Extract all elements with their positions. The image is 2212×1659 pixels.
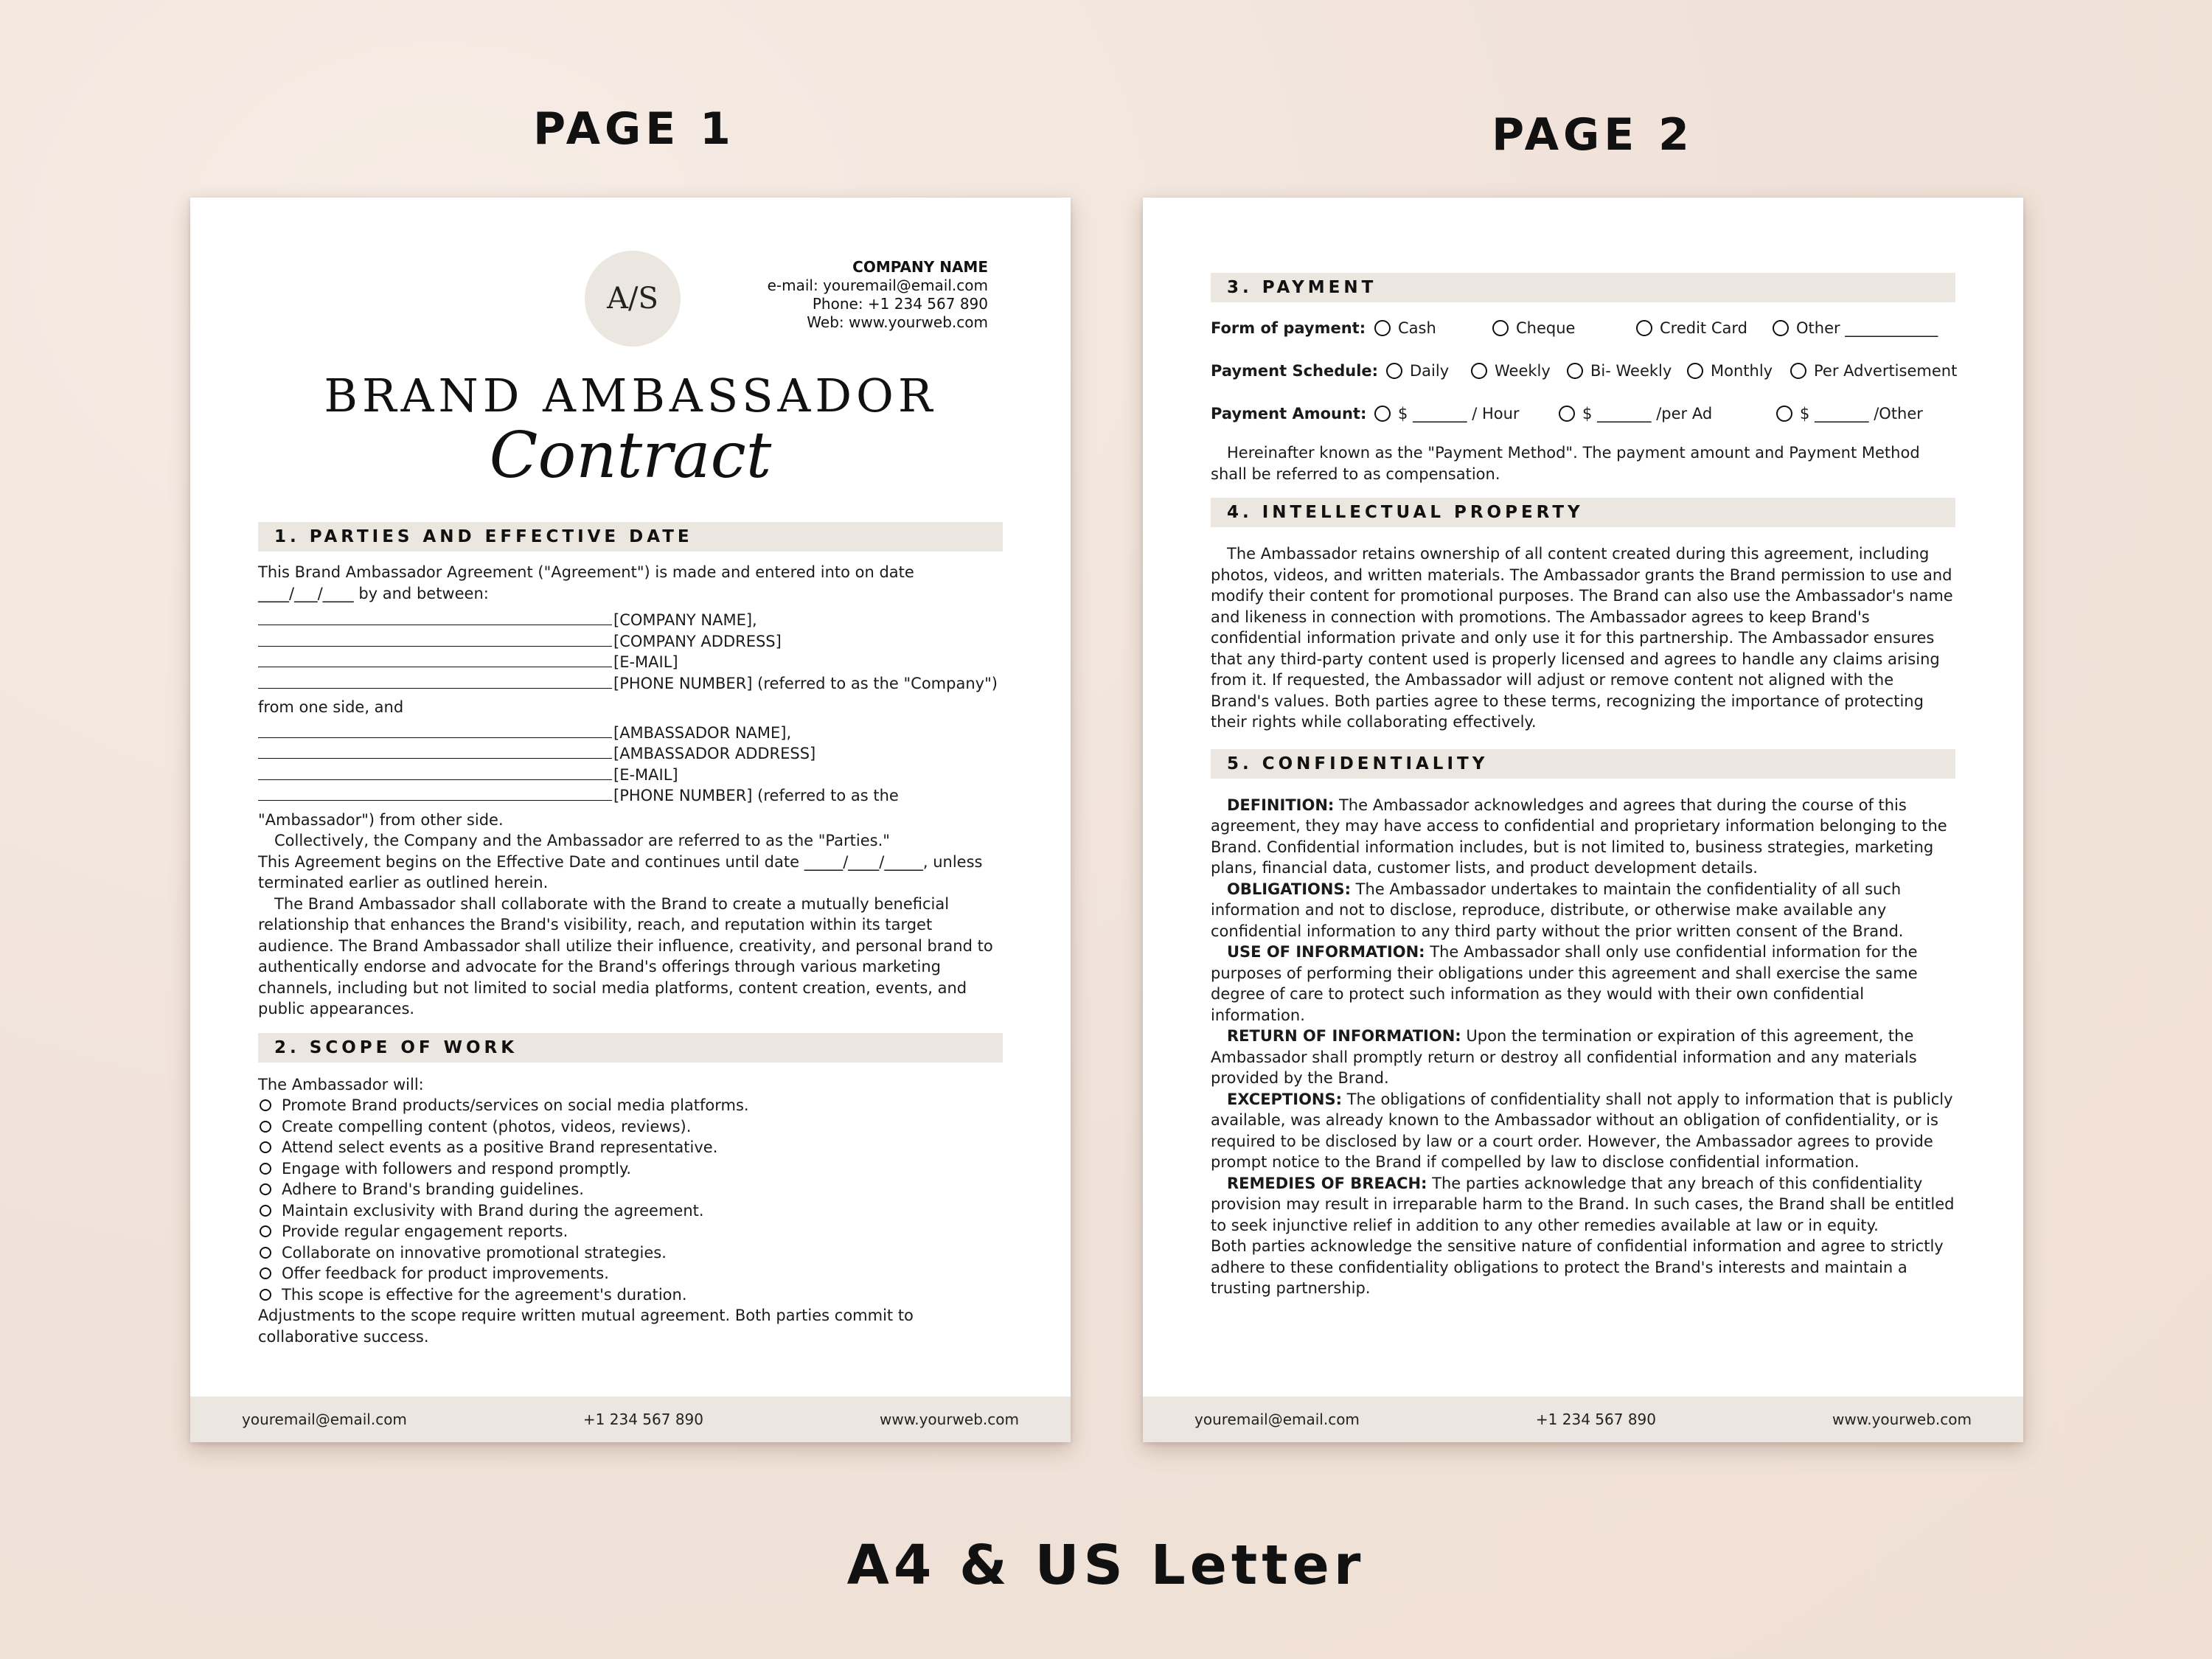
payment-option[interactable] — [1776, 403, 1923, 425]
collaborate-text: The Brand Ambassador shall collaborate with the Brand to create a mutually beneficial relationship that enhances the Brand's visibility, reach, and reputation within its target audience. The Brand Ambassador shall utilize their influence, creativity, and personal brand to authentically endorse and advocate for the Brand's offerings through various marketing channels, including but not limited to social media platforms, content creation, events, and public appearances. — [258, 894, 993, 1018]
bullet-circle-icon — [260, 1267, 271, 1279]
company-web: Web: www.yourweb.com — [807, 313, 988, 331]
page-2-body — [1211, 273, 1958, 1299]
company-fields — [258, 610, 1003, 694]
section-5-closing: Both parties acknowledge the sensitive nature of confidential information and agree to strictly adhere to these confidentiality obligations to protect the Brand's interests and maintain a trusting partnership. — [1211, 1237, 1944, 1297]
radio-circle-icon[interactable] — [1773, 320, 1789, 336]
page-1-body — [258, 522, 1003, 1347]
list-item-text: This scope is effective for the agreement's duration. — [282, 1285, 687, 1304]
clause-label: REMEDIES OF BREACH: — [1227, 1174, 1427, 1192]
list-item — [258, 1221, 1003, 1242]
bullet-circle-icon — [260, 1099, 271, 1111]
clause-label: EXCEPTIONS: — [1227, 1090, 1343, 1108]
list-item-text: Promote Brand products/services on social media platforms. — [282, 1096, 749, 1114]
list-item — [258, 1116, 1003, 1138]
section-2-heading: 2. SCOPE OF WORK — [258, 1033, 1003, 1062]
section-1-intro: This Brand Ambassador Agreement ("Agreement") is made and entered into on date ____/___/____ by and between: — [258, 563, 914, 602]
confidentiality-clause — [1211, 942, 1955, 1026]
fill-in-line — [258, 765, 1003, 786]
fill-in-line — [258, 743, 1003, 765]
section-2-intro: The Ambassador will: — [258, 1075, 424, 1093]
payment-option[interactable] — [1471, 361, 1567, 382]
list-item — [258, 1137, 1003, 1158]
section-4-heading: 4. INTELLECTUAL PROPERTY — [1211, 498, 1955, 527]
payment-option[interactable] — [1374, 318, 1492, 339]
clause-label: USE OF INFORMATION: — [1227, 943, 1425, 961]
company-phone: Phone: +1 234 567 890 — [812, 295, 988, 313]
option-label: $ _______ / Hour — [1398, 404, 1520, 422]
option-label: Per Advertisement — [1814, 361, 1958, 380]
company-email: e-mail: youremail@email.com — [767, 276, 988, 294]
payment-option[interactable] — [1492, 318, 1636, 339]
section-2-closing: Adjustments to the scope require written mutual agreement. Both parties commit to collaborative success. — [258, 1307, 914, 1346]
payment-option[interactable] — [1567, 361, 1687, 382]
list-item-text: Attend select events as a positive Brand representative. — [282, 1138, 718, 1156]
page-2-sheet — [1143, 198, 2023, 1442]
confidentiality-clause — [1211, 879, 1955, 942]
bullet-circle-icon — [260, 1205, 271, 1217]
confidentiality-clause — [1211, 795, 1955, 879]
blank-line[interactable] — [258, 723, 612, 738]
clause-text: The parties acknowledge that any breach of this confidentiality provision may result in irreparable harm to the Brand. In such cases, the Brand shall be entitled to seek injunctive relief in addition to any other remedies available at law or in equity. — [1211, 1174, 1955, 1234]
option-label: $ _______ /per Ad — [1582, 404, 1713, 422]
document-script-title: Contract — [489, 419, 772, 493]
payment-amount-row — [1211, 392, 1955, 435]
fill-in-line — [258, 631, 1003, 653]
radio-circle-icon[interactable] — [1559, 406, 1575, 422]
list-item — [258, 1242, 1003, 1264]
footer-email: youremail@email.com — [1194, 1411, 1360, 1428]
fill-in-line — [258, 785, 1003, 807]
page-2-footer — [1143, 1397, 2023, 1442]
footer-web: www.yourweb.com — [1832, 1411, 1972, 1428]
option-label: $ _______ /Other — [1800, 404, 1923, 422]
bullet-circle-icon — [260, 1247, 271, 1259]
field-label: [PHONE NUMBER] (referred to as the "Company") — [613, 674, 998, 692]
section-4-text: The Ambassador retains ownership of all content created during this agreement, including photos, videos, and written materials. The Ambassador grants the Brand permission to use and modify their content for promotional purposes. The Brand can also use the Ambassador's name and likeness in connection with promotions. The Ambassador agrees to keep Brand's confidential information private and only use it for this partnership. The Ambassador ensures that any third-party content used is properly licensed and agrees to handle any claims arising from it. If requested, the Ambassador will adjust or remove content not aligned with the Brand's values. Both parties agree to these terms, recognizing the importance of protecting their rights while collaborating effectively. — [1211, 545, 1953, 731]
field-label: [COMPANY NAME], — [613, 611, 757, 629]
page-2-label: PAGE 2 — [1492, 109, 1694, 161]
payment-note: Hereinafter known as the "Payment Method". The payment amount and Payment Method shall be referred to as compensation. — [1211, 444, 1920, 483]
fill-in-line — [258, 610, 1003, 631]
collectively-text: Collectively, the Company and the Ambassador are referred to as the "Parties." — [274, 832, 890, 849]
bullet-circle-icon — [260, 1163, 271, 1175]
radio-circle-icon[interactable] — [1567, 363, 1583, 379]
payment-option[interactable] — [1386, 361, 1471, 382]
field-label: [E-MAIL] — [613, 653, 678, 671]
field-label: [PHONE NUMBER] (referred to as the — [613, 787, 899, 804]
radio-circle-icon[interactable] — [1374, 406, 1391, 422]
ambassador-fields — [258, 723, 1003, 807]
bullet-circle-icon — [260, 1225, 271, 1237]
footer-phone: +1 234 567 890 — [1535, 1411, 1656, 1428]
list-item-text: Collaborate on innovative promotional strategies. — [282, 1243, 667, 1262]
list-item-text: Engage with followers and respond promptly. — [282, 1159, 632, 1178]
list-item — [258, 1200, 1003, 1222]
clause-text: Upon the termination or expiration of this agreement, the Ambassador shall promptly return or destroy all confidential information and any materials provided by the Brand. — [1211, 1027, 1917, 1087]
ambassador-tail: "Ambassador") from other side. — [258, 810, 504, 829]
blank-line[interactable] — [258, 743, 612, 759]
option-label: Weekly — [1495, 361, 1551, 380]
payment-option[interactable] — [1636, 318, 1773, 339]
footer-web: www.yourweb.com — [880, 1411, 1019, 1428]
clause-text: The Ambassador shall only use confidential information for the purposes of performing their obligations under this agreement and shall exercise the same degree of care to protect such information as they would with their own confidential information. — [1211, 943, 1918, 1024]
option-label: Monthly — [1711, 361, 1773, 380]
payment-schedule-label: Payment Schedule: — [1211, 361, 1379, 380]
radio-circle-icon[interactable] — [1471, 363, 1487, 379]
blank-line[interactable] — [258, 652, 612, 667]
radio-circle-icon[interactable] — [1776, 406, 1792, 422]
list-item — [258, 1158, 1003, 1180]
list-item-text: Provide regular engagement reports. — [282, 1222, 568, 1240]
option-label: Cash — [1398, 319, 1436, 337]
clause-text: The Ambassador undertakes to maintain the confidentiality of all such information and not to disclose, reproduce, distribute, or otherwise make available any confidential information to any third party without the prior written consent of the Brand. — [1211, 880, 1904, 940]
section-3-heading: 3. PAYMENT — [1211, 273, 1955, 302]
company-contact-block — [768, 258, 988, 332]
option-label: Bi- Weekly — [1590, 361, 1672, 380]
blank-line[interactable] — [258, 673, 612, 689]
field-label: [COMPANY ADDRESS] — [613, 632, 782, 650]
page-1-label: PAGE 1 — [533, 103, 735, 155]
list-item-text: Offer feedback for product improvements. — [282, 1265, 609, 1282]
clause-label: DEFINITION: — [1227, 796, 1335, 814]
list-item — [258, 1095, 1003, 1116]
scope-list — [258, 1095, 1003, 1305]
clause-text: The obligations of confidentiality shall not apply to information that is publicly available, was already known to the Ambassador without an obligation of confidentiality, or is required to be disclosed by law or a court order. However, the Ambassador agrees to provide prompt notice to the Brand if compelled by law to disclose confidential information. — [1211, 1090, 1953, 1171]
payment-schedule-row — [1211, 349, 1958, 392]
list-item-text: Create compelling content (photos, videos, reviews). — [282, 1117, 692, 1135]
form-of-payment-row — [1211, 307, 1955, 349]
fill-in-line — [258, 652, 1003, 673]
form-of-payment-label: Form of payment: — [1211, 319, 1366, 337]
blank-line[interactable] — [258, 631, 612, 647]
radio-circle-icon[interactable] — [1492, 320, 1509, 336]
confidentiality-clause — [1211, 1173, 1955, 1237]
payment-option[interactable] — [1687, 361, 1790, 382]
clause-label: OBLIGATIONS: — [1227, 880, 1351, 898]
option-label: Credit Card — [1660, 319, 1747, 337]
radio-circle-icon[interactable] — [1790, 363, 1806, 379]
bullet-circle-icon — [260, 1183, 271, 1195]
clause-text: The Ambassador acknowledges and agrees that during the course of this agreement, they may have access to confidential and proprietary information belonging to the Brand. Confidential information includes, but is not limited to, business strategies, marketing plans, financial data, customer lists, and product development details. — [1211, 796, 1947, 877]
blank-line[interactable] — [258, 785, 612, 801]
field-label: [E-MAIL] — [613, 765, 678, 784]
bullet-circle-icon — [260, 1121, 271, 1133]
page-1-footer — [190, 1397, 1071, 1442]
payment-amount-label: Payment Amount: — [1211, 404, 1367, 422]
payment-option[interactable] — [1374, 403, 1559, 425]
section-1-heading: 1. PARTIES AND EFFECTIVE DATE — [258, 522, 1003, 552]
begins-text: This Agreement begins on the Effective Date and continues until date _____/____/_____, unless terminated earlier as outlined herein. — [258, 852, 983, 891]
blank-line[interactable] — [258, 765, 612, 780]
list-item-text: Maintain exclusivity with Brand during the agreement. — [282, 1201, 704, 1220]
radio-circle-icon[interactable] — [1374, 320, 1391, 336]
confidentiality-clauses — [1211, 795, 1955, 1237]
field-label: [AMBASSADOR NAME], — [613, 723, 792, 742]
company-name: COMPANY NAME — [852, 258, 988, 276]
fill-in-line — [258, 723, 1003, 744]
payment-option[interactable] — [1790, 361, 1957, 382]
list-item-text: Adhere to Brand's branding guidelines. — [282, 1180, 584, 1198]
option-label: Daily — [1410, 361, 1450, 380]
fill-in-line — [258, 673, 1003, 695]
footer-phone: +1 234 567 890 — [582, 1411, 703, 1428]
footer-email: youremail@email.com — [242, 1411, 407, 1428]
payment-option[interactable] — [1773, 318, 1938, 339]
option-label: Other ____________ — [1796, 319, 1938, 337]
clause-label: RETURN OF INFORMATION: — [1227, 1027, 1461, 1045]
confidentiality-clause — [1211, 1026, 1955, 1089]
format-caption: A4 & US Letter — [846, 1534, 1366, 1597]
bullet-circle-icon — [260, 1141, 271, 1153]
from-one-side: from one side, and — [258, 698, 404, 716]
radio-circle-icon[interactable] — [1687, 363, 1703, 379]
blank-line[interactable] — [258, 610, 612, 625]
list-item — [258, 1284, 1003, 1306]
option-label: Cheque — [1516, 319, 1576, 337]
monogram-logo: A/S — [585, 251, 681, 347]
page-1-sheet — [190, 198, 1071, 1442]
payment-option[interactable] — [1559, 403, 1776, 425]
list-item — [258, 1263, 1003, 1284]
list-item — [258, 1179, 1003, 1200]
radio-circle-icon[interactable] — [1636, 320, 1652, 336]
section-5-heading: 5. CONFIDENTIALITY — [1211, 749, 1955, 779]
bullet-circle-icon — [260, 1289, 271, 1301]
document-title: BRAND AMBASSADOR — [324, 369, 937, 422]
radio-circle-icon[interactable] — [1386, 363, 1402, 379]
field-label: [AMBASSADOR ADDRESS] — [613, 745, 816, 762]
confidentiality-clause — [1211, 1089, 1955, 1173]
